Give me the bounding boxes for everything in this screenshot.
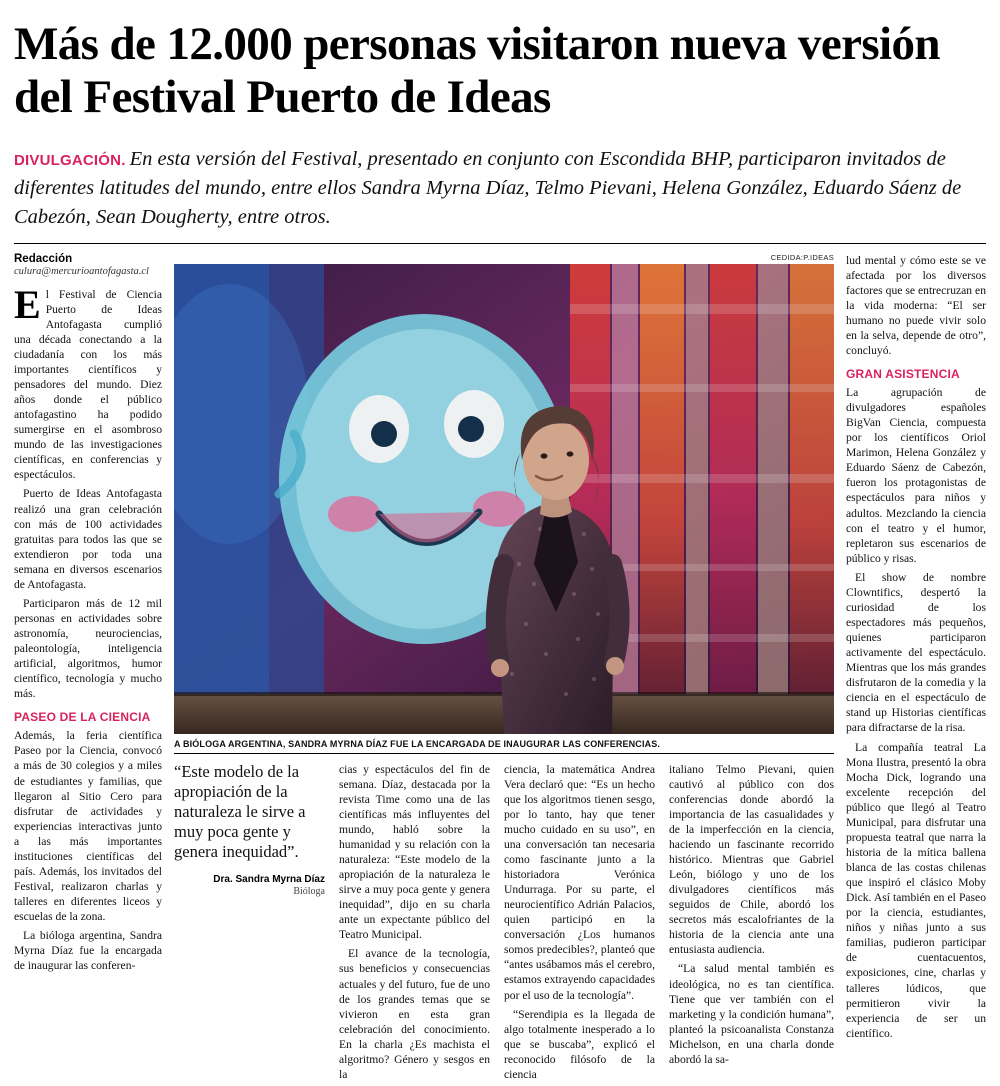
lead-text: En esta versión del Festival, presentado en conjunto con Escondida BHP, participaron invitados de diferentes latitudes del mundo, entre ellos Sandra Myrna Díaz, Telmo Pievani, Helena González, Eduardo Sáenz de Cabezón, Sean Dougherty, entre otros. <box>14 148 962 229</box>
paragraph: “La salud mental también es ideológica, no es tan científica. Tiene que ver también con el marketing y la condición humana”, planteó la psicoanalista Constanza Michelson, en una charla donde abordó la sa- <box>669 962 834 1066</box>
article-photo <box>174 264 834 734</box>
paragraph: Participaron más de 12 mil personas en actividades sobre astronomía, neurociencias, paleontología, inteligencia artificial, algoritmos, humor científico, tecnología y mucho más. <box>14 596 162 701</box>
paragraph: lud mental y cómo este se ve afectada por los diversos factores que se entrecruzan en la vida moderna: “El ser humano no puede vivir solo en la selva, depende de otro”, concluyó. <box>846 253 986 357</box>
pullquote-block <box>174 762 339 1086</box>
paragraph: cias y espectáculos del fin de semana. Díaz, destacada por la revista Time como una de las científicas más influyentes del mundo, habló sobre la humanidad y su relación con la naturaleza: “Este modelo de la apropiación de la naturaleza le sirve a muy poca gente y genera inequidad”, dijo en su charla ante un expectante público del Teatro Municipal. <box>339 762 490 942</box>
paragraph: La agrupación de divulgadores españoles BigVan Ciencia, compuesta por los científicos Oriol Marimon, Helena González y Eduardo Sáenz de Cabezón, fueron los protagonistas de espectáculos para niños y adultos. Mezclando la ciencia con el teatro y el humor, repletaron sus escenarios de público y risas. <box>846 386 986 565</box>
column-center <box>174 253 834 1086</box>
section-heading-paseo: PASEO DE LA CIENCIA <box>14 710 151 725</box>
paragraph: Puerto de Ideas Antofagasta realizó una gran celebración con más de 100 actividades gratuitas para todos las que se extendieron por toda una semana en diversos escenarios de Antofagasta. <box>14 487 162 591</box>
page-title: Más de 12.000 personas visitaron nueva versión del Festival Puerto de Ideas <box>14 18 940 123</box>
paragraph: El show de nombre Clowntifics, despertó la curiosidad de los espectadores más pequeños, quienes participaron activamente del espectáculo. Mientras que los más grandes disfrutaron de la comedia y la ciencia en el espectáculo de stand up Historias científicas para difractarse de la risa. <box>846 570 986 735</box>
paragraph-text: l Festival de Ciencia Puerto de Ideas Antofagasta cumplió una década conectando a la ciudadanía con los más importantes científicos y pensadores del mundo. Diez años donde el público antofagastino ha podido sumergirse en el asombroso mundo de las investigaciones científicas, en conferencias y espectáculos. <box>14 287 162 482</box>
paragraph: “Serendipia es la llegada de algo totalmente inesperado a lo que se buscaba”, explicó el reconocido filósofo de la ciencia <box>504 1007 655 1081</box>
column-1-text <box>14 281 162 974</box>
section-heading-gran-asistencia: GRAN ASISTENCIA <box>846 367 960 382</box>
photo-caption: A BIÓLOGA ARGENTINA, SANDRA MYRNA DÍAZ FUE LA ENCARGADA DE INAUGURAR LAS CONFERENCIAS. <box>174 739 834 754</box>
paragraph: El avance de la tecnología, sus beneficios y consecuencias actuales y del futuro, fue de uno de los grandes temas que se vivieron en esta gran celebración del conocimiento. En la charla ¿Es machista el algoritmo? Género y sesgos en la <box>339 947 490 1081</box>
paragraph <box>14 281 162 483</box>
column-4-text <box>669 762 834 1086</box>
paragraph: ciencia, la matemática Andrea Vera declaró que: “Es un hecho que los algoritmos tienen sesgo, por lo tanto, hay que tener mucho cuidado en su uso”, en una conversación tan necesaria como fascinante junto a la historiadora Verónica Undurraga. Por su parte, el neurocientífico Adrián Palacios, quien participó en la conversación ¿Los humanos somos predecibles?, planteó que “antes usábamos más el cerebro, estamos extrayendo capacidades por el uso de la tecnología”. <box>504 762 655 1002</box>
column-left <box>14 253 174 1086</box>
paragraph: La compañía teatral La Mona Ilustra, presentó la obra Mocha Dick, logrando una excelente recepción del público que llegó al Teatro Municipal, para disfrutar una propuesta teatral que narra la historia de la mítica ballena blanca de las costas chilenas que inspiró el clásico Moby Dick. Así también en el Paseo por la ciencia, estudiantes, niños y niñas junto a sus familias, pudieron participar de cuentacuentos, exposiciones, cine, charlas y talleres lúdicos, que permitieron vivir la experiencia de ser un científico. <box>846 740 986 1040</box>
newspaper-article-page <box>0 18 1000 1081</box>
paragraph: La bióloga argentina, Sandra Myrna Díaz fue la encargada de inaugurar las conferen- <box>14 929 162 973</box>
column-right <box>834 253 986 1086</box>
photo-block <box>174 253 834 754</box>
byline-email: culura@mercurioantofagasta.cl <box>14 265 149 277</box>
byline-author: Redacción <box>14 252 73 265</box>
lower-columns <box>174 762 834 1086</box>
drop-cap: E <box>14 281 41 327</box>
photo-credit: CEDIDA:P.IDEAS <box>770 252 834 262</box>
paragraph: italiano Telmo Pievani, quien cautivó al público con dos conferencias donde abordó la importancia de las casualidades y de la imperfección en la ciencia, haciendo un fascinante recorrido histórico. Mientras que Gabriel León, biólogo y uno de los divulgadores científicos más seguidos de Chile, abordó los secretos más escalofriantes de la historia de la ciencia ante una entusiasta audiencia. <box>669 762 834 957</box>
column-2-text <box>339 762 504 1086</box>
lead-kicker: DIVULGACIÓN. <box>14 152 126 170</box>
lead-divider <box>14 243 986 244</box>
article-lead <box>14 145 986 232</box>
pullquote-author: Dra. Sandra Myrna Díaz <box>213 874 325 886</box>
pullquote-text: “Este modelo de la apropiación de la naturaleza le sirve a muy poca gente y genera inequidad”. <box>174 761 306 862</box>
pullquote-role: Bióloga <box>293 886 325 898</box>
paragraph: Además, la feria científica Paseo por la Ciencia, convocó a más de 30 colegios y a miles de estudiantes y familias, que llegaron al Sitio Cero para disfrutar de actividades y experiencias interactivas junto a las más importantes instituciones científicas del país. Además, los invitados del Festival, realizaron charlas y talleres en diferentes liceos y escuelas de la zona. <box>14 729 162 924</box>
column-3-text <box>504 762 669 1086</box>
article-body <box>14 253 986 1086</box>
